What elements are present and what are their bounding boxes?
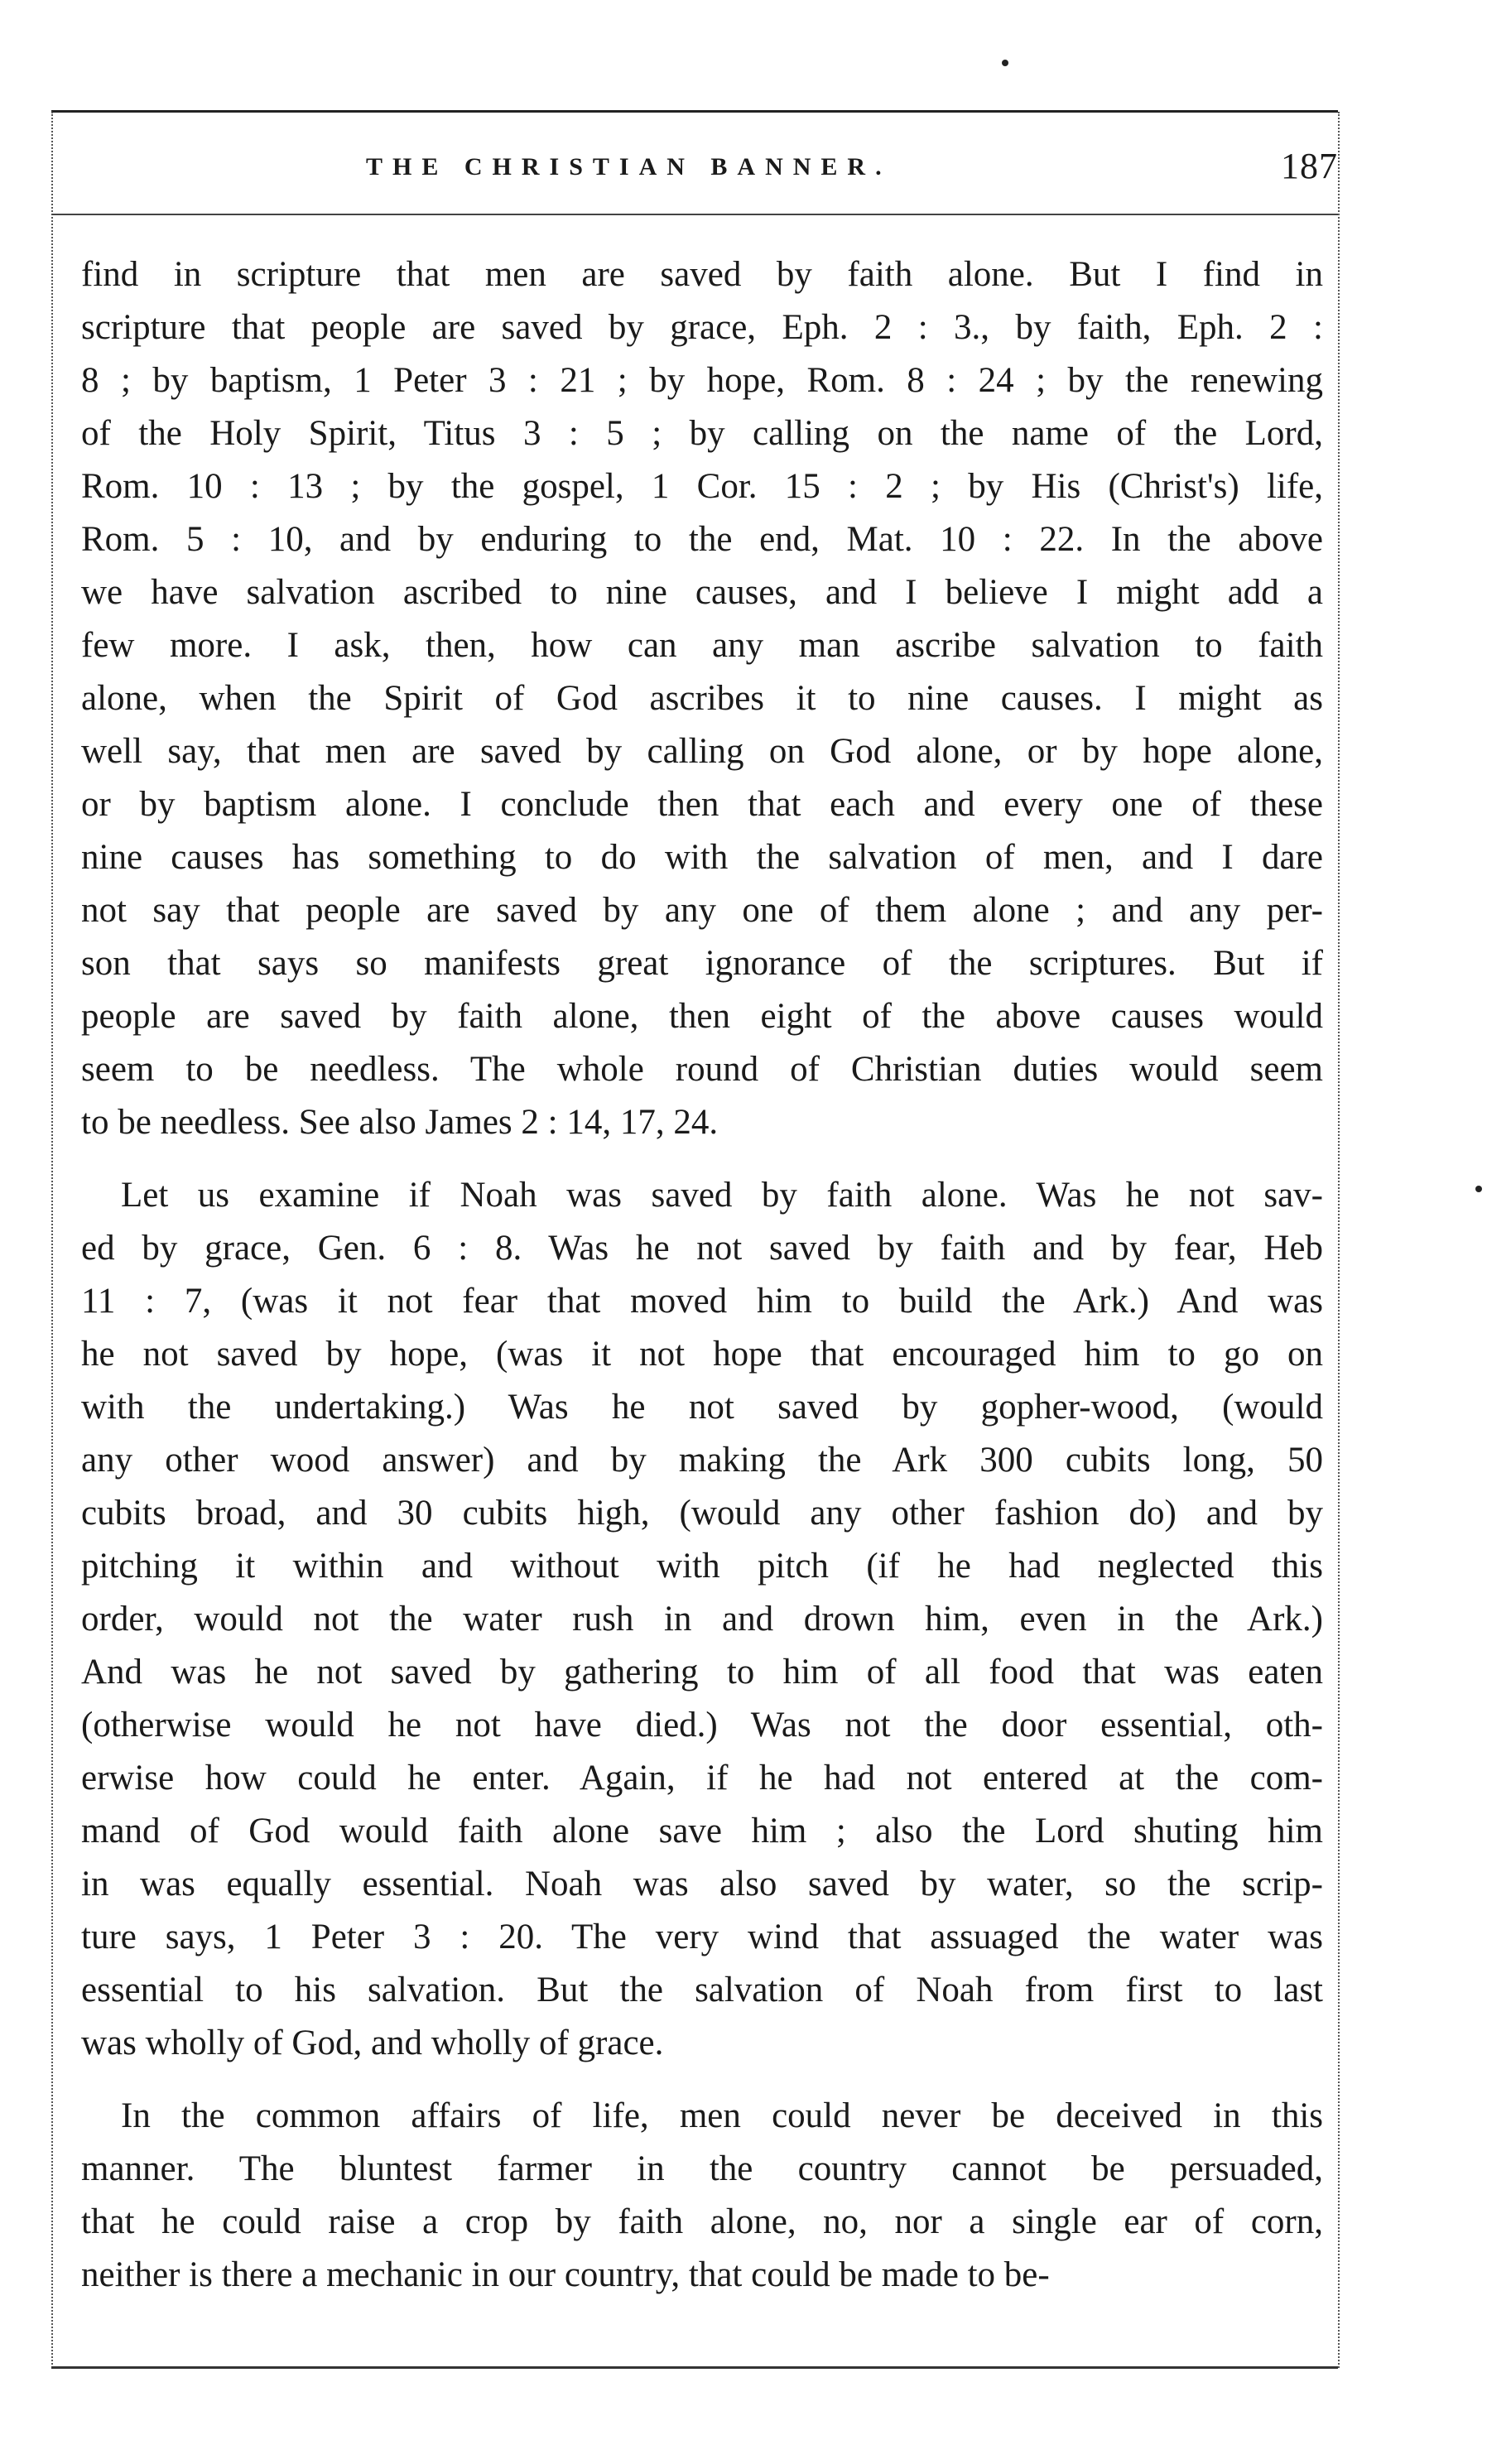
text-line: not say that people are saved by any one of them alone ; and any per-	[81, 891, 1323, 930]
text-line: 8 ; by baptism, 1 Peter 3 : 21 ; by hope, Rom. 8 : 24 ; by the renewing	[81, 361, 1323, 400]
text-line: Let us examine if Noah was saved by faith alone. Was he not sav-	[121, 1176, 1323, 1215]
paragraph	[81, 2090, 1323, 2302]
text-line: And was he not saved by gathering to him of all food that was eaten	[81, 1653, 1323, 1692]
text-line: that he could raise a crop by faith alone, no, nor a single ear of corn,	[81, 2202, 1323, 2241]
text-line: of the Holy Spirit, Titus 3 : 5 ; by calling on the name of the Lord,	[81, 414, 1323, 453]
text-line: Rom. 5 : 10, and by enduring to the end, Mat. 10 : 22. In the above	[81, 520, 1323, 559]
text-line: cubits broad, and 30 cubits high, (would any other fashion do) and by	[81, 1494, 1323, 1533]
running-head	[51, 146, 1338, 203]
text-line: In the common affairs of life, men could never be deceived in this	[121, 2096, 1323, 2135]
paragraph-gap	[81, 1149, 1323, 1169]
text-line: was wholly of God, and wholly of grace.	[81, 2024, 664, 2062]
paragraph	[81, 248, 1323, 1149]
text-line: son that says so manifests great ignorance of the scriptures. But if	[81, 944, 1323, 983]
text-line: any other wood answer) and by making the Ark 300 cubits long, 50	[81, 1441, 1323, 1480]
text-line: few more. I ask, then, how can any man ascribe salvation to faith	[81, 626, 1323, 665]
text-line: order, would not the water rush in and drown him, even in the Ark.)	[81, 1600, 1323, 1639]
page-number: 187	[1281, 146, 1338, 186]
text-line: we have salvation ascribed to nine causes, and I believe I might add a	[81, 573, 1323, 612]
text-line: to be needless. See also James 2 : 14, 17, 24.	[81, 1103, 719, 1142]
text-line: find in scripture that men are saved by faith alone. But I find in	[81, 255, 1323, 294]
head-rule	[51, 214, 1338, 215]
text-line: he not saved by hope, (was it not hope that encouraged him to go on	[81, 1335, 1323, 1374]
paragraph-gap	[81, 2070, 1323, 2090]
text-line: erwise how could he enter. Again, if he had not entered at the com-	[81, 1759, 1323, 1797]
text-line: 11 : 7, (was it not fear that moved him to build the Ark.) And was	[81, 1282, 1323, 1321]
text-line: or by baptism alone. I conclude then that each and every one of these	[81, 785, 1323, 824]
text-line: ture says, 1 Peter 3 : 20. The very wind that assuaged the water was	[81, 1918, 1323, 1956]
text-line: Rom. 10 : 13 ; by the gospel, 1 Cor. 15 : 2 ; by His (Christ's) life,	[81, 467, 1323, 506]
text-line: with the undertaking.) Was he not saved by gopher-wood, (would	[81, 1388, 1323, 1427]
text-line: scripture that people are saved by grace, Eph. 2 : 3., by faith, Eph. 2 :	[81, 308, 1323, 347]
text-line: ed by grace, Gen. 6 : 8. Was he not saved by faith and by fear, Heb	[81, 1229, 1323, 1268]
text-line: alone, when the Spirit of God ascribes it to nine causes. I might as	[81, 679, 1323, 718]
text-line: mand of God would faith alone save him ; also the Lord shuting him	[81, 1812, 1323, 1850]
text-line: people are saved by faith alone, then eight of the above causes would	[81, 997, 1323, 1036]
stray-ink-dot-top	[1002, 60, 1008, 66]
text-line: pitching it within and without with pitch (if he had neglected this	[81, 1547, 1323, 1586]
text-line: nine causes has something to do with the salvation of men, and I dare	[81, 838, 1323, 877]
running-title: THE CHRISTIAN BANNER.	[366, 153, 892, 180]
text-line: well say, that men are saved by calling on God alone, or by hope alone,	[81, 732, 1323, 771]
text-line: essential to his salvation. But the salvation of Noah from first to last	[81, 1971, 1323, 2009]
body-text	[81, 248, 1323, 2302]
text-line: manner. The bluntest farmer in the country cannot be persuaded,	[81, 2149, 1323, 2188]
paragraph	[81, 1169, 1323, 2070]
stray-ink-dot-right	[1475, 1186, 1482, 1192]
text-line: (otherwise would he not have died.) Was not the door essential, oth-	[81, 1706, 1323, 1745]
text-line: neither is there a mechanic in our country, that could be made to be-	[81, 2255, 1050, 2294]
text-line: in was equally essential. Noah was also saved by water, so the scrip-	[81, 1865, 1323, 1903]
text-line: seem to be needless. The whole round of Christian duties would seem	[81, 1050, 1323, 1089]
bottom-rule	[51, 2366, 1338, 2369]
